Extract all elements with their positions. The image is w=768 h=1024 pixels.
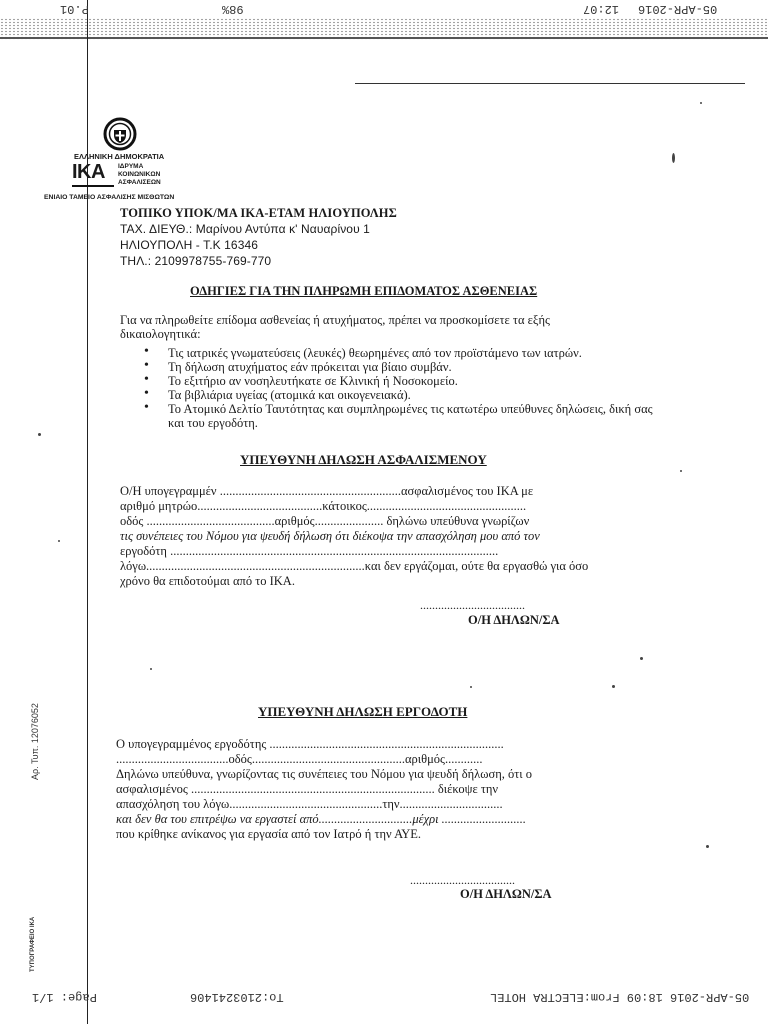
employer-line: που κρίθηκε ανίκανος για εργασία από τον Ιατρό ή την ΑΥΕ. (116, 827, 422, 841)
employer-signature-dots: ................................... (410, 873, 515, 887)
address-label: ΤΑΧ. ΔΙΕΥΘ.: (120, 222, 193, 236)
ika-logo: ΙΚΑ (72, 161, 105, 183)
insured-line: αριθμό μητρώο........................................κάτοικος................................................... (120, 499, 527, 513)
office-name: ΤΟΠΙΚΟ ΥΠΟΚ/ΜΑ ΙΚΑ-ΕΤΑΜ ΗΛΙΟΥΠΟΛΗΣ (120, 206, 397, 220)
logo-underline (72, 185, 114, 187)
insured-line: εργοδότη ......................................................................................................... (120, 544, 499, 558)
greek-emblem-icon (103, 117, 137, 151)
list-item: • Το εξιτήριο αν νοσηλευτήκατε σε Κλινική ή Νοσοκομείο. (140, 374, 655, 388)
fax-zoom: 98% (222, 2, 244, 16)
employer-line: και δεν θα του επιτρέψω να εργαστεί από..............................μέχρι ........................... (116, 812, 527, 826)
employer-signature-label: Ο/Η ΔΗΛΩΝ/ΣΑ (460, 887, 552, 901)
employer-line: απασχόληση του λόγω.................................................την................................. (116, 797, 503, 811)
scan-edge-line (0, 37, 768, 39)
insured-body (120, 484, 660, 589)
scan-speck (680, 470, 682, 472)
scan-speck (672, 153, 675, 163)
insured-line: τις συνέπειες του Νόμου για ψευδή δήλωση ότι διέκοψα την απασχόληση μου από τον (120, 529, 540, 543)
fax-to-number: To:2103241406 (190, 990, 284, 1004)
list-item: • Τις ιατρικές γνωματεύσεις (λευκές) θεωρημένες από τον προϊστάμενο των ιατρών. (140, 346, 655, 360)
fax-time: 12:07 (583, 2, 620, 16)
scan-speck (640, 657, 643, 660)
employer-line: Ο υπογεγραμμένος εργοδότης ........................................................................... (116, 737, 504, 751)
intro-line-1: Για να πληρωθείτε επίδομα ασθενείας ή ατυχήματος, πρέπει να προσκομίσετε τα εξής (120, 313, 550, 327)
insured-signature-label: Ο/Η ΔΗΛΩΝ/ΣΑ (468, 613, 560, 627)
printer-mark: ΤΥΠΟΓΡΑΦΕΙΟ ΙΚΑ (30, 916, 36, 972)
office-city: ΗΛΙΟΥΠΟΛΗ - Τ.Κ 16346 (120, 238, 259, 252)
office-address (120, 222, 370, 236)
fax-from-line: 05-APR-2016 18:09 From:ELECTRA HOTEL (490, 990, 750, 1004)
employer-line: ασφαλισμένος .............................................................................. διέκοψε την (116, 782, 499, 796)
logo-line-1: ΙΔΡΥΜΑ (118, 163, 144, 170)
instructions-intro (120, 313, 660, 341)
insured-line: Ο/Η υπογεγραμμέν ..........................................................ασφαλισμένος του ΙΚΑ με (120, 484, 534, 498)
scan-horizontal-line (355, 83, 745, 84)
scan-speck (612, 685, 615, 688)
employer-line: ....................................οδός.................................................αριθμός............ (116, 752, 483, 766)
logo-line-3: ΑΣΦΑΛΙΣΕΩΝ (118, 179, 161, 186)
insured-line: λόγω......................................................................και δεν εργάζομαι, ούτε θα εργασθώ για όσο (120, 559, 589, 573)
scan-speck (58, 540, 60, 542)
fax-page-label: P.01 (60, 2, 89, 16)
scan-speck (706, 845, 709, 848)
insured-title: ΥΠΕΥΘΥΝΗ ΔΗΛΩΣΗ ΑΣΦΑΛΙΣΜΕΝΟΥ (240, 452, 487, 467)
scan-speck (150, 668, 152, 670)
fax-page-count: Page: 1/1 (32, 990, 97, 1004)
address-value: Μαρίνου Αντύπα κ' Ναυαρίνου 1 (195, 222, 370, 236)
logo-institute (118, 163, 161, 187)
insured-line: οδός .........................................αριθμός...................... δηλώνω υπεύθυνα γνωρίζων (120, 514, 530, 528)
insured-signature-dots: ................................... (420, 598, 525, 612)
scan-speck (470, 686, 472, 688)
employer-body (116, 737, 656, 842)
logo-republic: ΕΛΛΗΝΙΚΗ ΔΗΜΟΚΡΑΤΙΑ (74, 152, 165, 161)
instructions-list (140, 346, 655, 430)
scan-speck (700, 102, 702, 104)
instructions-title: ΟΔΗΓΙΕΣ ΓΙΑ ΤΗΝ ΠΛΗΡΩΜΗ ΕΠΙΔΟΜΑΤΟΣ ΑΣΘΕΝΕΙΑΣ (190, 284, 538, 298)
fax-date: 05-APR-2016 (638, 2, 718, 16)
list-item: • Τη δήλωση ατυχήματος εάν πρόκειται για βίαιο συμβάν. (140, 360, 655, 374)
form-number: Αρ. Τυπ. 12076052 (30, 703, 40, 780)
employer-line: Δηλώνω υπεύθυνα, γνωρίζοντας τις συνέπειες του Νόμου για ψευδή δήλωση, ότι ο (116, 767, 532, 781)
logo-line-2: ΚΟΙΝΩΝΙΚΩΝ (118, 171, 161, 178)
intro-line-2: δικαιολογητικά: (120, 327, 201, 341)
logo-fund: ΕΝΙΑΙΟ ΤΑΜΕΙΟ ΑΣΦΑΛΙΣΗΣ ΜΙΣΘΩΤΩΝ (44, 194, 175, 201)
scan-speck (38, 433, 41, 436)
list-item: • Το Ατομικό Δελτίο Ταυτότητας και συμπληρωμένες τις κατωτέρω υπεύθυνες δηλώσεις, δική σας και του εργοδότη. (140, 402, 655, 430)
employer-title: ΥΠΕΥΘΥΝΗ ΔΗΛΩΣΗ ΕΡΓΟΔΟΤΗ (258, 704, 468, 719)
list-item: • Τα βιβλιάρια υγείας (ατομικά και οικογενειακά). (140, 388, 655, 402)
insured-line: χρόνο θα επιδοτούμαι από το ΙΚΑ. (120, 574, 295, 588)
office-phone: ΤΗΛ.: 2109978755-769-770 (120, 254, 272, 268)
